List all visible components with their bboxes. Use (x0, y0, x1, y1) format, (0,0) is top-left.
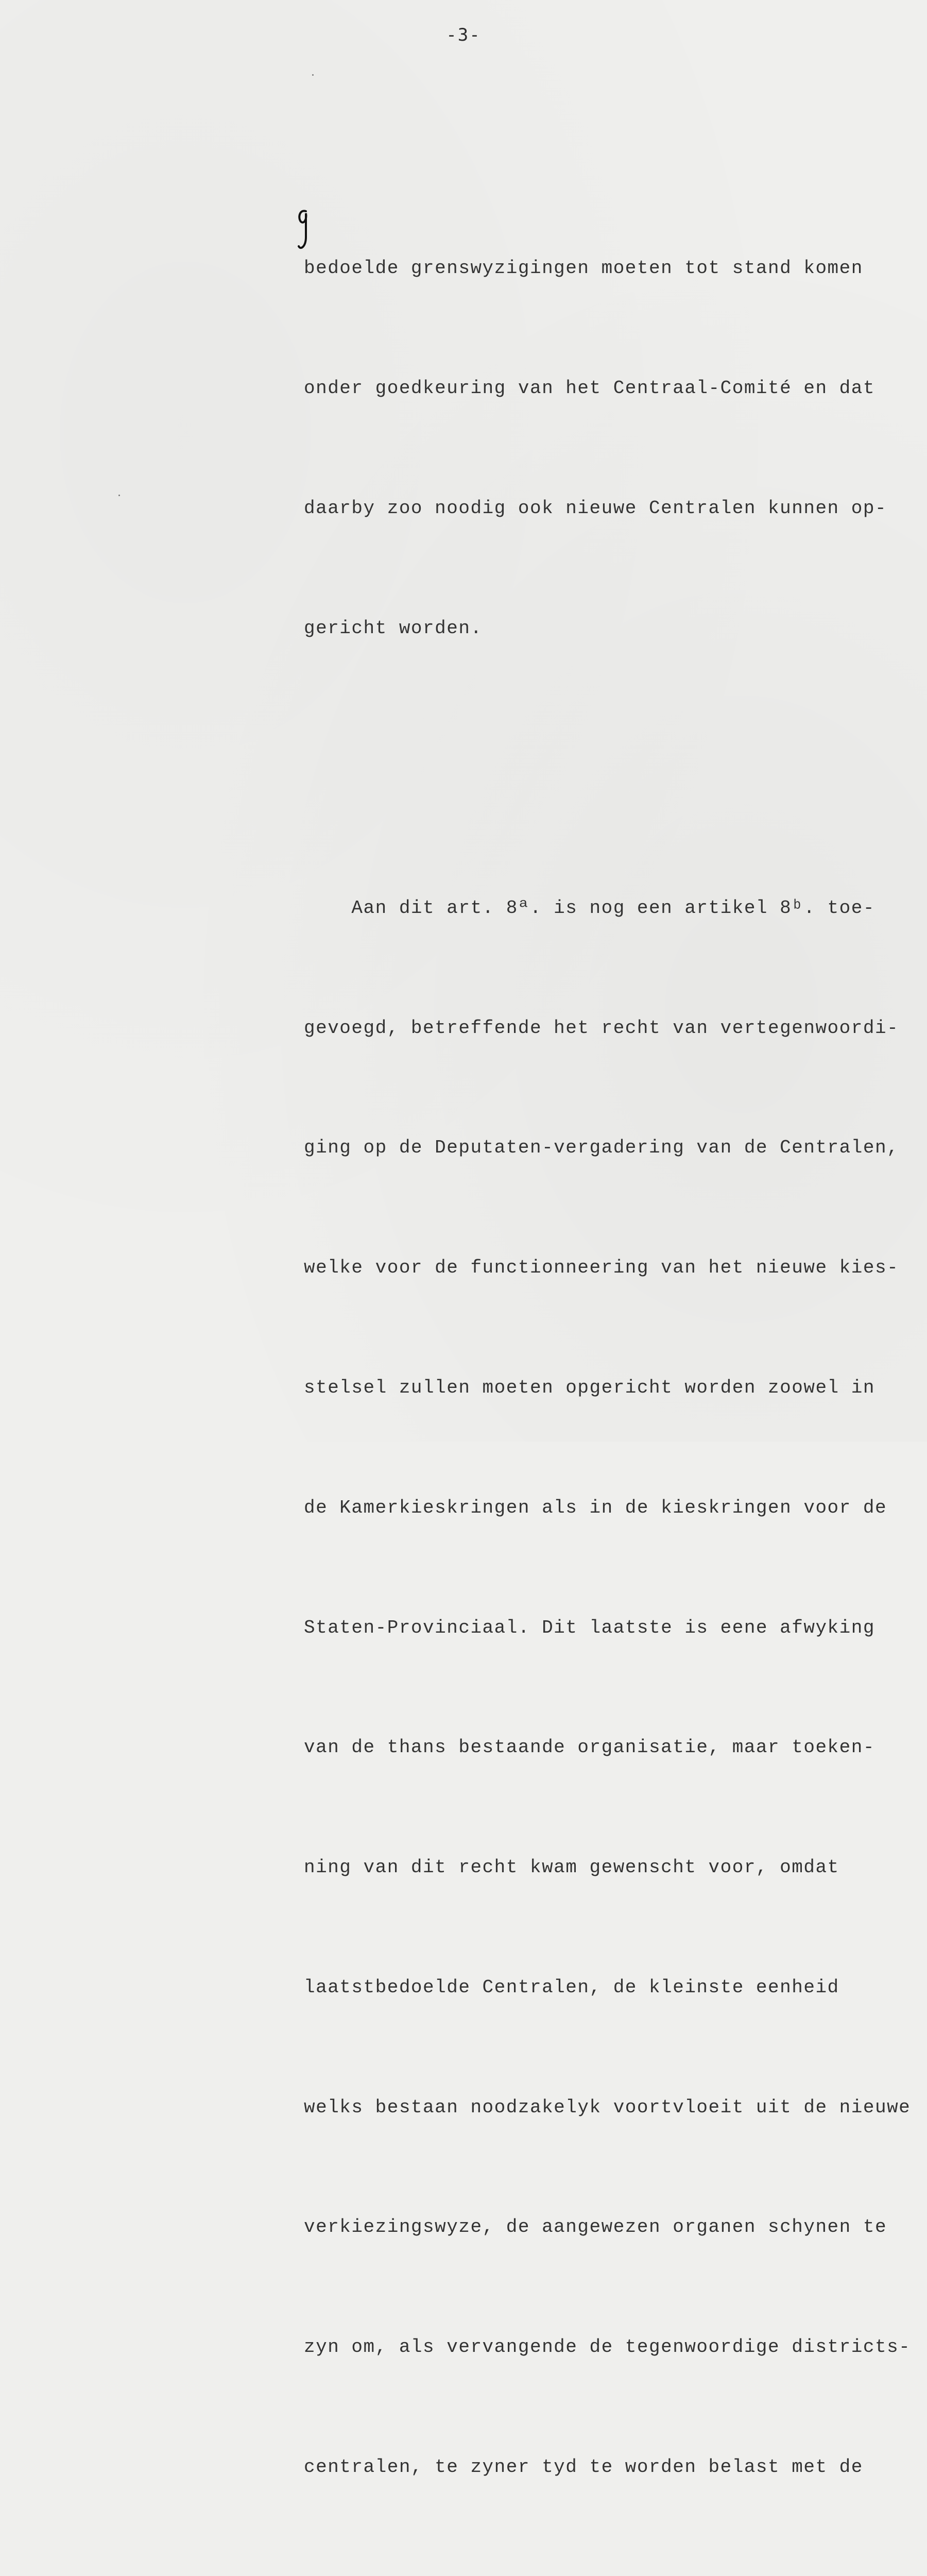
text-line: bedoelde grenswyzigingen moeten tot stand komen (304, 258, 863, 279)
text-line: zyn om, als vervangende de tegenwoordige districts- (304, 2336, 911, 2358)
paragraph-2 (304, 808, 922, 2576)
body-text (304, 89, 922, 2576)
text-line: verkiezingswyze, de aangewezen organen schynen te (304, 2216, 887, 2238)
text-line: gevoegd, betreffende het recht van vertegenwoordi- (304, 1017, 899, 1039)
text-line: laatstbedoelde Centralen, de kleinste eenheid (304, 1976, 839, 1998)
page-number: -3- (446, 25, 481, 45)
text-line: daarby zoo noodig ook nieuwe Centralen kunnen op- (304, 497, 887, 519)
text-line: Aan dit art. 8ª. is nog een artikel 8ᵇ. toe- (304, 897, 875, 919)
text-line: van de thans bestaande organisatie, maar toeken- (304, 1737, 875, 1758)
text-line: stelsel zullen moeten opgericht worden zoowel in (304, 1377, 875, 1398)
text-line: de Kamerkieskringen als in de kieskringen voor de (304, 1497, 887, 1518)
paragraph-1 (304, 168, 922, 728)
text-line (304, 2567, 922, 2576)
text-line: onder goedkeuring van het Centraal-Comité en dat (304, 378, 875, 399)
text-line: ging op de Deputaten-vergadering van de Centralen, (304, 1137, 899, 1159)
text-line: Staten-Provinciaal. Dit laatste is eene afwyking (304, 1617, 875, 1638)
paper-speck (118, 495, 120, 496)
text-line: ning van dit recht kwam gewenscht voor, omdat (304, 1857, 839, 1878)
text-line: welke voor de functionneering van het nieuwe kies- (304, 1257, 899, 1279)
text-line: centralen, te zyner tyd te worden belast met de (304, 2456, 863, 2478)
text-line: welks bestaan noodzakelyk voortvloeit uit de nieuwe (304, 2096, 911, 2118)
text-line: gericht worden. (304, 617, 483, 639)
paper-speck (312, 74, 314, 76)
